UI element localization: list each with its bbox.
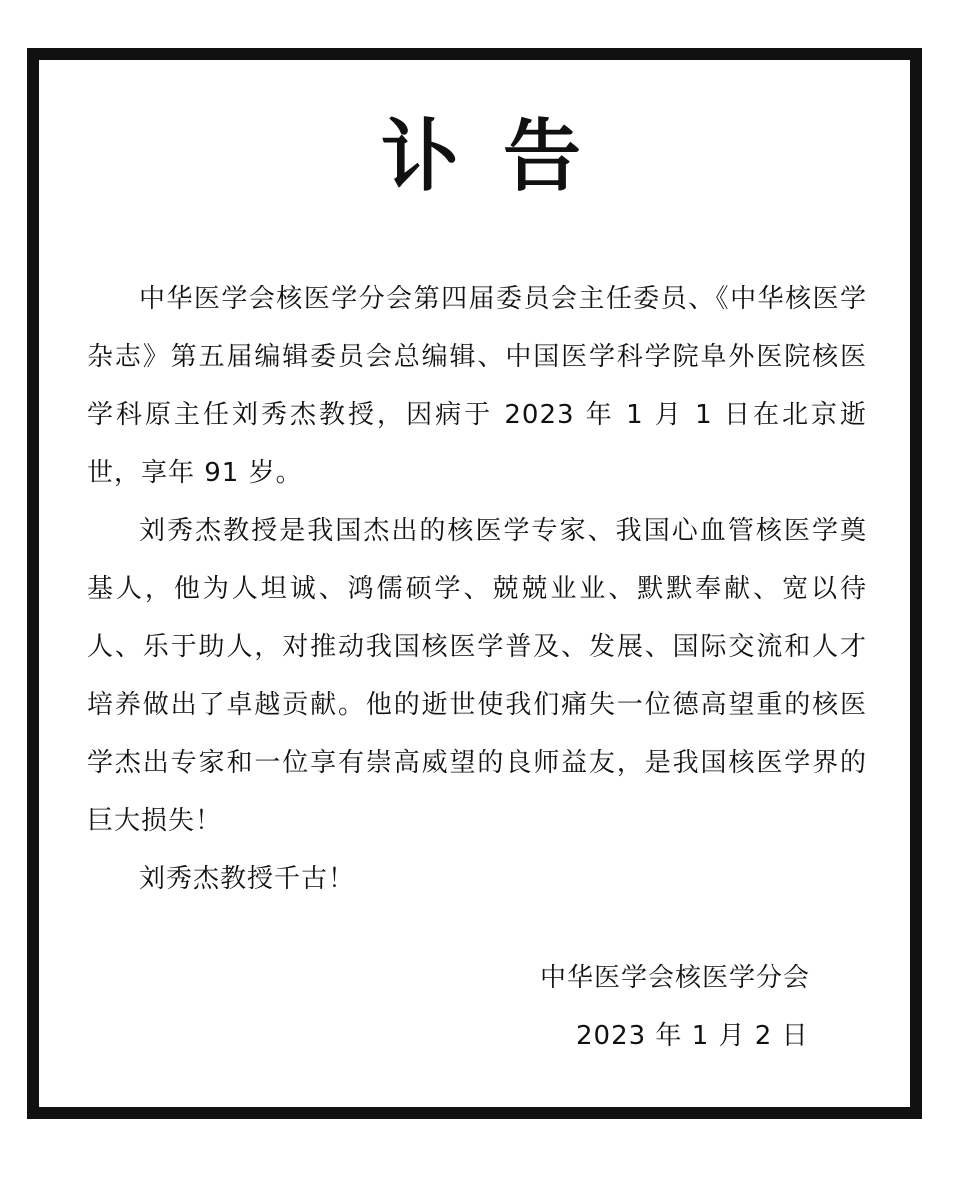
notice-paragraph-2: 刘秀杰教授是我国杰出的核医学专家、我国心血管核医学奠基人，他为人坦诚、鸿儒硕学、兢兢业业、默默奉献、宽以待人、乐于助人，对推动我国核医学普及、发展、国际交流和人才培养做出了卓越贡献。他的逝世使我们痛失一位德高望重的核医学杰出专家和一位享有崇高威望的良师益友，是我国核医学界的巨大损失！ bbox=[87, 516, 867, 836]
notice-paragraph-1: 中华医学会核医学分会第四届委员会主任委员、《中华核医学杂志》第五届编辑委员会总编辑、中国医学科学院阜外医院核医学科原主任刘秀杰教授，因病于 2023 年 1 月 1 日在北京逝世，享年 91 岁。 bbox=[87, 284, 867, 488]
signature-organization: 中华医学会核医学分会 bbox=[540, 963, 811, 993]
notice-paragraph-3: 刘秀杰教授千古！ bbox=[139, 864, 356, 894]
notice-title: 讣告 bbox=[380, 112, 625, 202]
notice-body bbox=[87, 270, 867, 908]
signature-date: 2023 年 1 月 2 日 bbox=[576, 1021, 809, 1051]
